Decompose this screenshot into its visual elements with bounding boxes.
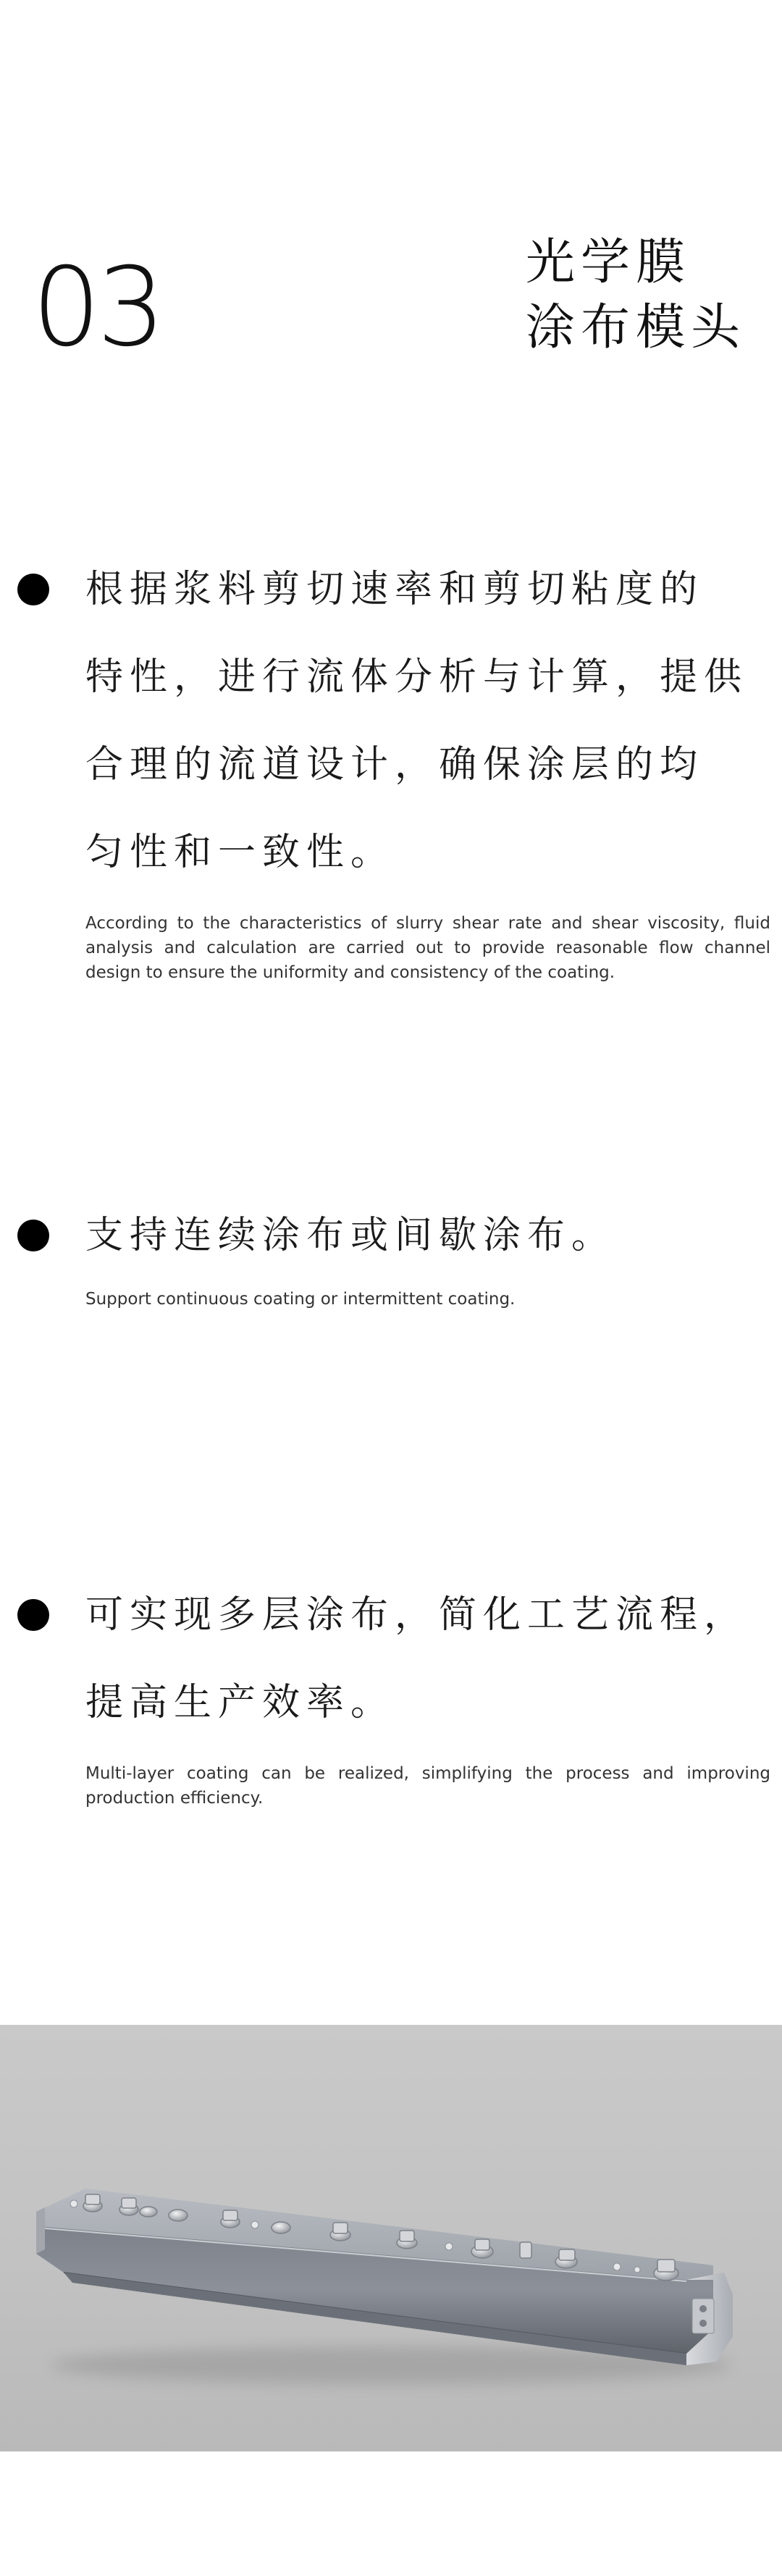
bullet-icon (17, 1220, 49, 1251)
feature-3-zh (85, 1572, 756, 1747)
feature-1-zh-line: 特性，进行流体分析与计算，提供 (85, 655, 749, 699)
feature-1-zh-line: 合理的流道设计，确保涂层的均 (85, 743, 705, 786)
feature-1-zh-line: 匀性和一致性。 (85, 831, 395, 874)
product-photo (0, 2025, 782, 2451)
title-line-2: 涂布模头 (526, 299, 747, 356)
feature-3-zh-line: 可实现多层涂布，简化工艺流程， (85, 1593, 749, 1637)
feature-3-en: Multi-layer coating can be realized, simplifying the process and improving production efficiency. (85, 1764, 770, 1808)
title-line-1: 光学膜 (526, 234, 691, 291)
feature-1-zh-line: 根据浆料剪切速率和剪切粘度的 (85, 568, 705, 611)
slot-die-coating-head-icon (0, 2025, 782, 2451)
section-number: 03 (32, 245, 161, 371)
feature-2-zh (85, 1192, 756, 1280)
feature-3 (17, 1572, 770, 1811)
feature-1-en: According to the characteristics of slurry shear rate and shear viscosity, fluid analysis and calculation are carried out to provide reasonable flow channel design to ensure the uniformity and consistency of the coating. (85, 914, 770, 982)
feature-3-zh-line: 提高生产效率。 (85, 1681, 395, 1724)
feature-2-zh-line: 支持连续涂布或间歇涂布。 (85, 1214, 616, 1257)
feature-2 (17, 1192, 756, 1312)
feature-2-en: Support continuous coating or intermittent coating. (85, 1290, 516, 1309)
feature-1-zh (85, 546, 756, 897)
bullet-icon (17, 574, 49, 605)
bullet-icon (17, 1599, 49, 1631)
page-title (526, 230, 765, 361)
feature-1 (17, 546, 770, 985)
